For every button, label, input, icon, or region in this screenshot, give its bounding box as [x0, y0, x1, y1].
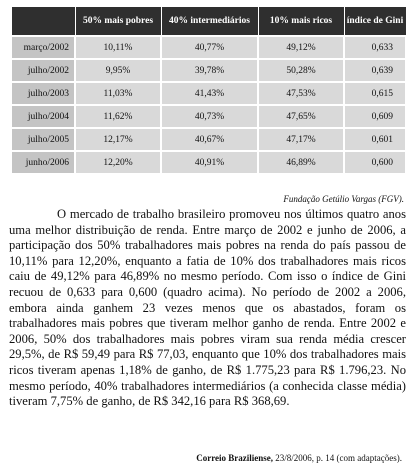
richest-cell: 49,12%: [258, 36, 344, 59]
table-row: [11, 82, 406, 105]
table-row: [11, 59, 406, 82]
middle-cell: 40,77%: [161, 36, 258, 59]
gini-cell: 0,609: [344, 105, 406, 128]
period-cell: junho/2006: [11, 151, 75, 174]
poorest-cell: 12,17%: [75, 128, 161, 151]
table-row: [11, 105, 406, 128]
citation-source: Correio Braziliense,: [196, 453, 274, 463]
income-table-section: [10, 6, 405, 175]
middle-cell: 40,91%: [161, 151, 258, 174]
header-poorest: 50% mais pobres: [75, 7, 161, 37]
middle-cell: 40,67%: [161, 128, 258, 151]
poorest-cell: 9,95%: [75, 59, 161, 82]
header-gini: índice de Gini: [344, 7, 406, 37]
poorest-cell: 12,20%: [75, 151, 161, 174]
gini-cell: 0,639: [344, 59, 406, 82]
citation-details: 23/8/2006, p. 14 (com adaptações).: [273, 453, 402, 463]
poorest-cell: 11,03%: [75, 82, 161, 105]
period-cell: julho/2002: [11, 59, 75, 82]
richest-cell: 47,17%: [258, 128, 344, 151]
richest-cell: 47,53%: [258, 82, 344, 105]
poorest-cell: 10,11%: [75, 36, 161, 59]
richest-cell: 46,89%: [258, 151, 344, 174]
gini-cell: 0,615: [344, 82, 406, 105]
gini-cell: 0,633: [344, 36, 406, 59]
middle-cell: 39,78%: [161, 59, 258, 82]
middle-cell: 40,73%: [161, 105, 258, 128]
period-cell: julho/2003: [11, 82, 75, 105]
richest-cell: 47,65%: [258, 105, 344, 128]
table-row: [11, 151, 406, 174]
table-source: Fundação Getúlio Vargas (FGV).: [283, 194, 404, 204]
table-row: [11, 36, 406, 59]
article-paragraph: O mercado de trabalho brasileiro promoveu nos últimos quatro anos uma melhor distribuição de renda. Entre março de 2002 e junho de 2006, a participação dos 50% trabalhadores mais pobres na renda do país passou de 10,11% para 12,20%, enquanto a fatia de 10% dos trabalhadores mais ricos caiu de 49,12% para 46,89% no mesmo período. Com isso o índice de Gini recuou de 0,633 para 0,600 (quadro acima). No período de 2002 a 2006, embora ainda ganhem 23 vezes menos que os abastados, foram os trabalhadores mais pobres que tiveram melhor ganho de renda. Entre 2002 e 2006, 50% dos trabalhadores mais pobres viram sua renda média crescer 29,5%, de R$ 59,49 para R$ 77,03, enquanto que 10% dos trabalhadores mais ricos tiveram apenas 1,18% de ganho, de R$ 1.775,23 para R$ 1.796,23. No mesmo período, 40% trabalhadores intermediários (a conhecida classe média) tiveram 7,75% de ganho, de R$ 342,16 para R$ 368,69.: [9, 207, 406, 409]
income-distribution-table: [10, 6, 407, 175]
period-cell: julho/2005: [11, 128, 75, 151]
period-cell: março/2002: [11, 36, 75, 59]
header-richest: 10% mais ricos: [258, 7, 344, 37]
richest-cell: 50,28%: [258, 59, 344, 82]
poorest-cell: 11,62%: [75, 105, 161, 128]
table-row: [11, 128, 406, 151]
table-header-row: [11, 7, 406, 37]
article-citation: [196, 453, 402, 463]
gini-cell: 0,601: [344, 128, 406, 151]
middle-cell: 41,43%: [161, 82, 258, 105]
period-cell: julho/2004: [11, 105, 75, 128]
header-corner: [11, 7, 75, 37]
header-middle: 40% intermediários: [161, 7, 258, 37]
gini-cell: 0,600: [344, 151, 406, 174]
